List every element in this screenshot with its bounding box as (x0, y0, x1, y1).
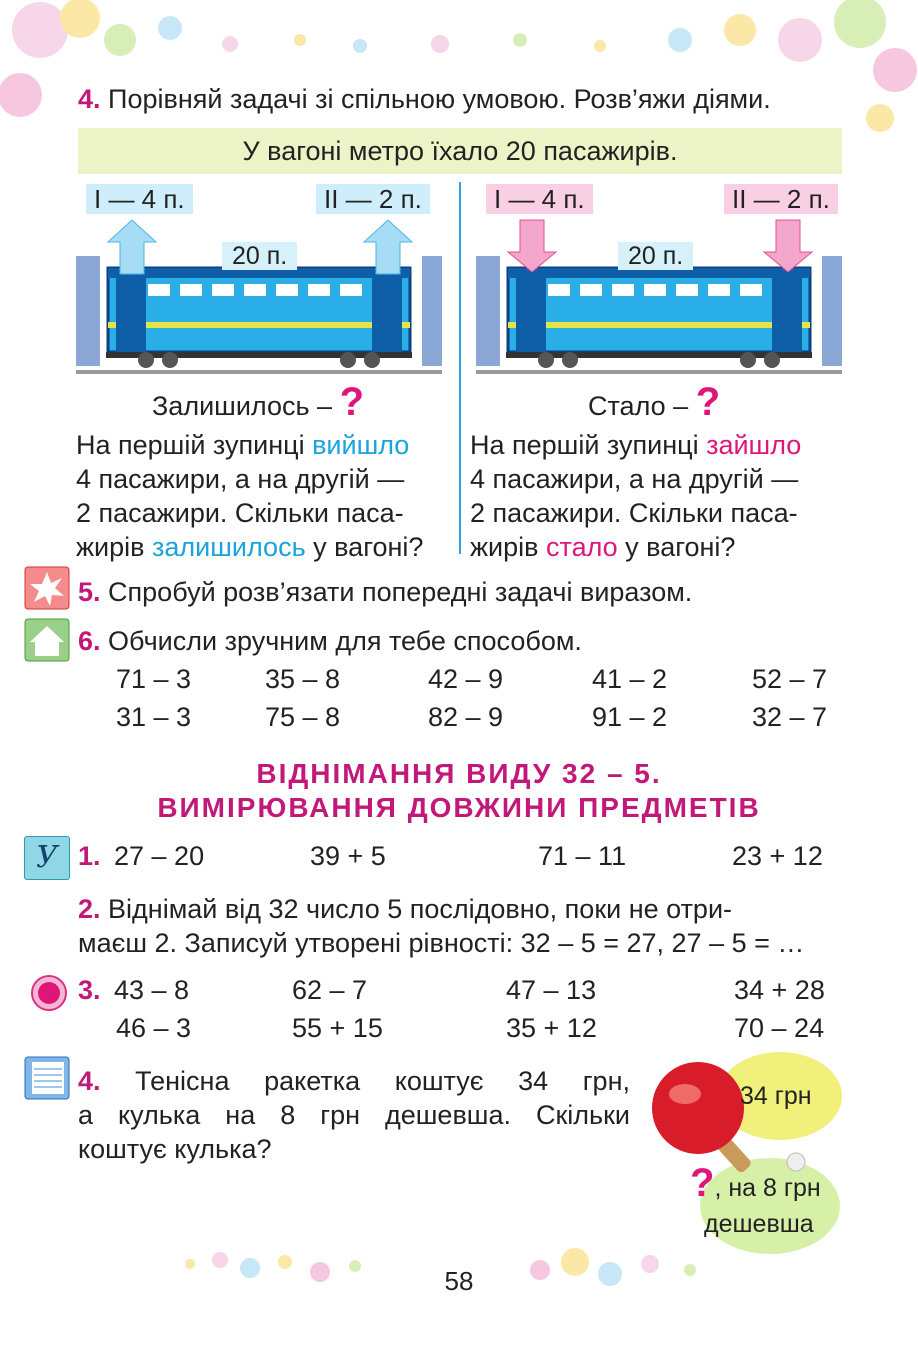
hint-text: , на 8 грн (714, 1174, 821, 1202)
exercise-2 (78, 892, 848, 960)
task-5 (78, 575, 692, 609)
task-number: 4. (78, 84, 101, 114)
left-result (152, 380, 364, 425)
left-problem-text (76, 428, 448, 564)
task-4-compare (78, 82, 771, 116)
task-6-row-2 (0, 702, 918, 736)
section-heading-line-2: ВИМІРЮВАННЯ ДОВЖИНИ ПРЕДМЕТІВ (157, 792, 761, 823)
keyword-became: стало (546, 532, 618, 562)
text: На першій зупинці (470, 430, 707, 460)
text: жирів (470, 532, 547, 562)
left-tag-stop2: II — 2 п. (316, 184, 430, 214)
text: Віднімай від 32 число 5 послідовно, поки не отри- (108, 894, 733, 924)
text: 4 пасажири, а на другій — (76, 464, 405, 494)
task-number: 6. (78, 626, 101, 656)
exercise-number: 3. (78, 975, 101, 1005)
page-number: 58 (444, 1266, 474, 1296)
question-mark-icon: ? (695, 380, 721, 424)
text: Тенісна ракетка коштує 34 грн, (135, 1066, 630, 1096)
text: маєш 2. Записуй утворені рівності: 32 – 5 = 27, 27 – 5 = … (78, 928, 805, 958)
problem-condition-banner: У вагоні метро їхало 20 пасажирів. (78, 128, 842, 174)
expression: 55 + 15 (292, 1013, 383, 1043)
right-tag-stop1: I — 4 п. (486, 184, 593, 214)
expression: 32 – 7 (752, 702, 828, 732)
text: коштує кулька? (78, 1134, 272, 1164)
challenge-icon (24, 566, 70, 610)
ball-hint (690, 1161, 821, 1205)
expression: 71 – 11 (538, 841, 627, 871)
exercise-4 (78, 1064, 630, 1166)
text: 2 пасажири. Скільки паса- (470, 498, 798, 528)
expression: 35 – 8 (265, 664, 341, 694)
question-mark-icon: ? (339, 380, 365, 424)
task-6 (78, 624, 582, 658)
text: 4 пасажири, а на другій — (470, 464, 799, 494)
task-text: Обчисли зручним для тебе способом. (108, 626, 582, 656)
left-train-illustration (76, 214, 442, 380)
home-icon (24, 618, 70, 662)
expression: 52 – 7 (752, 664, 828, 694)
text: а кулька на 8 грн дешевша. Скільки (78, 1100, 630, 1130)
expression: 23 + 12 (732, 841, 823, 871)
text: 2 пасажири. Скільки паса- (76, 498, 404, 528)
right-train-illustration (476, 214, 842, 380)
expression: 82 – 9 (428, 702, 504, 732)
question-mark-icon: ? (690, 1161, 715, 1205)
text: у вагоні? (305, 532, 424, 562)
exercise-1 (0, 841, 918, 875)
right-tag-stop2: II — 2 п. (724, 184, 838, 214)
expression: 91 – 2 (592, 702, 668, 732)
panel-divider (459, 182, 461, 554)
expression: 31 – 3 (116, 702, 192, 732)
right-car-passenger-label: 20 п. (618, 242, 693, 270)
expression: 42 – 9 (428, 664, 504, 694)
expression: 41 – 2 (592, 664, 668, 694)
expression: 70 – 24 (734, 1013, 825, 1043)
expression: 43 – 8 (114, 975, 190, 1005)
expression: 27 – 20 (114, 841, 205, 871)
right-result-text: Стало – (588, 391, 689, 421)
left-car-passenger-label: 20 п. (222, 242, 297, 270)
section-heading-line-1: ВІДНІМАННЯ ВИДУ 32 – 5. (256, 758, 662, 789)
decorative-top-border (0, 0, 918, 140)
racket-price-label: 34 грн (740, 1082, 812, 1110)
keyword-entered: зайшло (706, 430, 802, 460)
task-text: Спробуй розв’язати попередні задачі виразом. (108, 577, 693, 607)
task-6-row-1 (0, 664, 918, 698)
text: у вагоні? (617, 532, 736, 562)
right-result (588, 380, 720, 425)
exercise-number: 4. (78, 1066, 101, 1096)
expression: 35 + 12 (506, 1013, 597, 1043)
left-result-text: Залишилось – (152, 391, 333, 421)
exercise-3-row-2 (0, 1013, 918, 1047)
expression: 46 – 3 (116, 1013, 192, 1043)
right-problem-text (470, 428, 842, 564)
expression: 75 – 8 (265, 702, 341, 732)
expression: 71 – 3 (116, 664, 192, 694)
expression: 34 + 28 (734, 975, 825, 1005)
text: жирів (76, 532, 153, 562)
expression: 39 + 5 (310, 841, 386, 871)
keyword-remained: залишилось (152, 532, 306, 562)
exercise-number: 2. (78, 894, 101, 924)
expression: 47 – 13 (506, 975, 597, 1005)
keyword-left: вийшло (312, 430, 410, 460)
task-number: 5. (78, 577, 101, 607)
ball-hint-line2: дешевша (704, 1210, 814, 1238)
oral-icon: У (24, 836, 70, 880)
exercise-3-row-1 (0, 975, 918, 1009)
expression: 62 – 7 (292, 975, 368, 1005)
task-text: Порівняй задачі зі спільною умовою. Розв’яжи діями. (108, 84, 771, 114)
notebook-icon (24, 1056, 70, 1100)
text: На першій зупинці (76, 430, 313, 460)
exercise-number: 1. (78, 841, 101, 871)
left-tag-stop1: I — 4 п. (86, 184, 193, 214)
